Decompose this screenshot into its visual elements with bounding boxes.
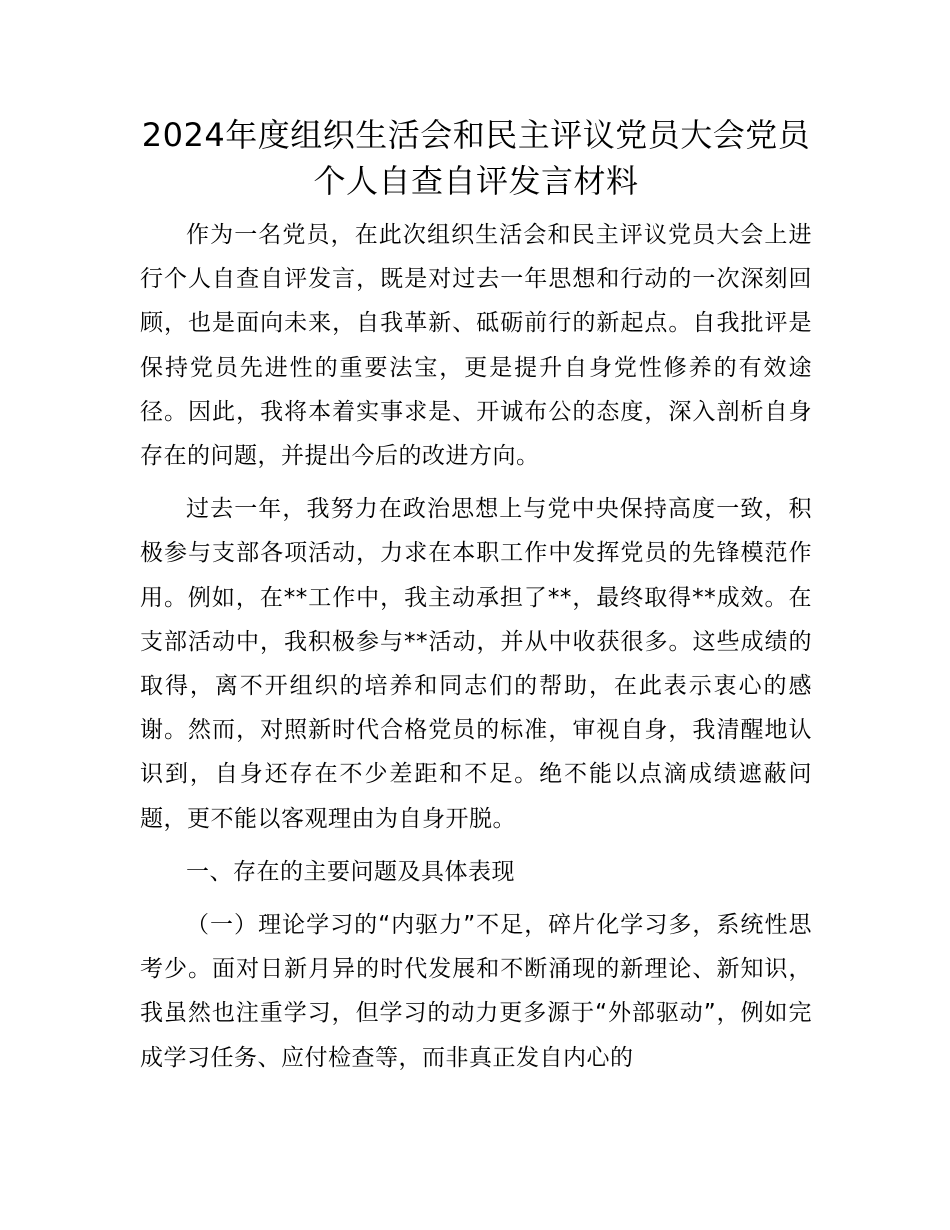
section-heading-problems: 一、存在的主要问题及具体表现 <box>186 858 515 885</box>
document-title: 2024年度组织生活会和民主评议党员大会党员个人自查自评发言材料 <box>141 116 811 200</box>
document-body <box>140 213 812 1089</box>
paragraph-review: 过去一年，我努力在政治思想上与党中央保持高度一致，积极参与支部各项活动，力求在本职工作中发挥党员的先锋模范作用。例如，在**工作中，我主动承担了**，最终取得**成效。在支部活动中，我积极参与**活动，并从中收获很多。这些成绩的取得，离不开组织的培养和同志们的帮助，在此表示衷心的感谢。然而，对照新时代合格党员的标准，审视自身，我清醒地认识到，自身还存在不少差距和不足。绝不能以点滴成绩遮蔽问题，更不能以客观理由为自身开脱。 <box>140 496 812 832</box>
paragraph-problem-one: （一）理论学习的“内驱力”不足，碎片化学习多，系统性思考少。面对日新月异的时代发展和不断涌现的新理论、新知识，我虽然也注重学习，但学习的动力更多源于“外部驱动”，例如完成学习任务、应付检查等，而非真正发自内心的 <box>140 912 812 1071</box>
paragraph-intro: 作为一名党员，在此次组织生活会和民主评议党员大会上进行个人自查自评发言，既是对过去一年思想和行动的一次深刻回顾，也是面向未来，自我革新、砥砺前行的新起点。自我批评是保持党员先进性的重要法宝，更是提升自身党性修养的有效途径。因此，我将本着实事求是、开诚布公的态度，深入剖析自身存在的问题，并提出今后的改进方向。 <box>140 222 812 470</box>
